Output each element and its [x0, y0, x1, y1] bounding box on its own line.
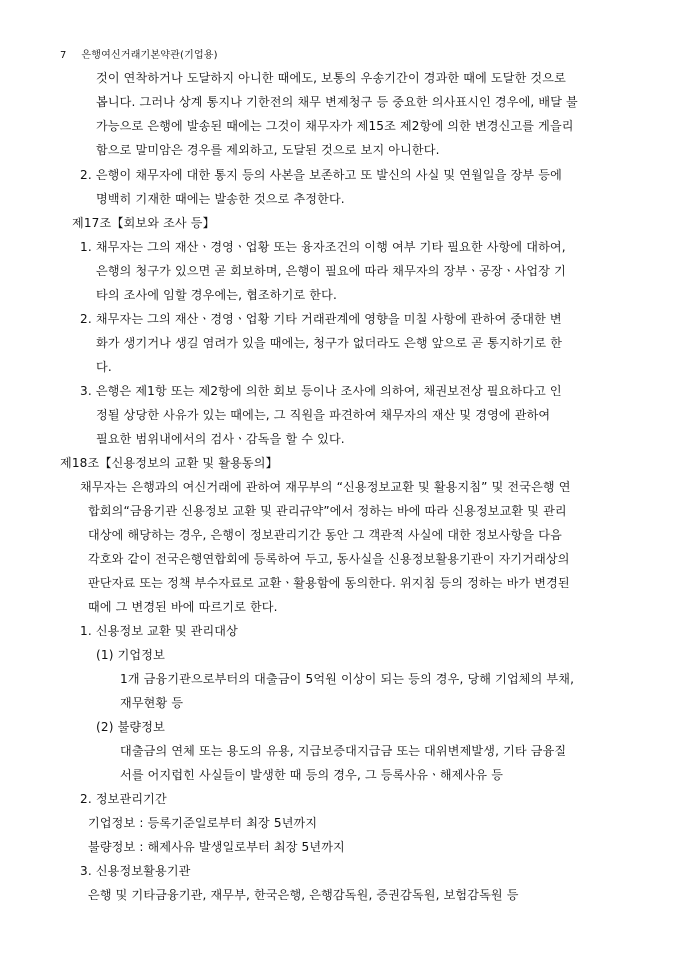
- text-line: 판단자료 또는 정책 부수자료로 교환ㆍ활용함에 동의한다. 위지침 등의 정하는 바가 변경된: [88, 576, 570, 590]
- text-line: 때에 그 변경된 바에 따르기로 한다.: [88, 600, 278, 614]
- text-line: 대상에 해당하는 경우, 은행이 정보관리기간 동안 그 객관적 사실에 대한 정보사항을 다음: [88, 528, 562, 542]
- text-line: 재무현황 등: [120, 696, 184, 710]
- text-line: 정될 상당한 사유가 있는 때에는, 그 직원을 파견하여 채무자의 재산 및 경영에 관하여: [96, 408, 551, 422]
- text-line: 명백히 기재한 때에는 발송한 것으로 추정한다.: [96, 192, 345, 206]
- text-line: 채무자는 은행과의 여신거래에 관하여 재무부의 “신용정보교환 및 활용지침” 및 전국은행 연: [80, 480, 571, 494]
- page-header: [60, 46, 218, 61]
- article-heading: 제18조【신용정보의 교환 및 활용동의】: [60, 456, 278, 470]
- list-item: 1. 채무자는 그의 재산ㆍ경영ㆍ업황 또는 융자조건의 이행 여부 기타 필요한 사항에 대하여,: [80, 240, 566, 254]
- text-line: 것이 연착하거나 도달하지 아니한 때에도, 보통의 우송기간이 경과한 때에 도달한 것으로: [96, 71, 566, 85]
- list-item: 1. 신용정보 교환 및 관리대상: [80, 624, 238, 638]
- text-line: 서를 어지럽힌 사실들이 발생한 때 등의 경우, 그 등록사유ㆍ해제사유 등: [120, 768, 504, 782]
- list-item: 3. 은행은 제1항 또는 제2항에 의한 회보 등이나 조사에 의하여, 채권보전상 필요하다고 인: [80, 384, 562, 398]
- text-line: 타의 조사에 임할 경우에는, 협조하기로 한다.: [96, 288, 337, 302]
- text-line: 은행의 청구가 있으면 곧 회보하며, 은행이 필요에 따라 채무자의 장부ㆍ공장ㆍ사업장 기: [96, 264, 566, 278]
- text-line: 봅니다. 그러나 상계 통지나 기한전의 채무 변제청구 등 중요한 의사표시인 경우에, 배달 불: [96, 95, 578, 109]
- article-heading: 제17조【회보와 조사 등】: [72, 216, 215, 230]
- text-line: 기업정보 : 등록기준일로부터 최장 5년까지: [88, 816, 318, 830]
- text-line: 함으로 말미암은 경우를 제외하고, 도달된 것으로 보지 아니한다.: [96, 143, 440, 157]
- running-title: 은행여신거래기본약관(기업용): [81, 50, 218, 61]
- sub-item: (1) 기업정보: [96, 648, 165, 662]
- list-item: 2. 정보관리기간: [80, 792, 167, 806]
- text-line: 1개 금융기관으로부터의 대출금이 5억원 이상이 되는 등의 경우, 당해 기업체의 부채,: [120, 672, 575, 686]
- text-line: 각호와 같이 전국은행연합회에 등록하여 두고, 동사실을 신용정보활용기관이 자기거래상의: [88, 552, 570, 566]
- text-line: 필요한 범위내에서의 검사ㆍ감독을 할 수 있다.: [96, 432, 345, 446]
- list-item: 3. 신용정보활용기관: [80, 864, 191, 878]
- text-line: 은행 및 기타금융기관, 재무부, 한국은행, 은행감독원, 증권감독원, 보험감독원 등: [88, 888, 519, 902]
- text-line: 대출금의 연체 또는 용도의 유용, 지급보증대지급금 또는 대위변제발생, 기타 금융질: [120, 744, 567, 758]
- text-line: 합회의“금융기관 신용정보 교환 및 관리규약”에서 정하는 바에 따라 신용정보교환 및 관리: [88, 504, 567, 518]
- text-line: 화가 생기거나 생길 염려가 있을 때에는, 청구가 없더라도 은행 앞으로 곧 통지하기로 한: [96, 336, 563, 350]
- text-line: 다.: [96, 360, 112, 374]
- list-item: 2. 은행이 채무자에 대한 통지 등의 사본을 보존하고 또 발신의 사실 및 연월일을 장부 등에: [80, 168, 562, 182]
- sub-item: (2) 불량정보: [96, 720, 165, 734]
- page-number: 7: [60, 50, 67, 61]
- text-line: 가능으로 은행에 발송된 때에는 그것이 채무자가 제15조 제2항에 의한 변경신고를 게을리: [96, 119, 574, 133]
- list-item: 2. 채무자는 그의 재산ㆍ경영ㆍ업황 기타 거래관계에 영향을 미칠 사항에 관하여 중대한 변: [80, 312, 562, 326]
- text-line: 불량정보 : 해제사유 발생일로부터 최장 5년까지: [88, 840, 345, 854]
